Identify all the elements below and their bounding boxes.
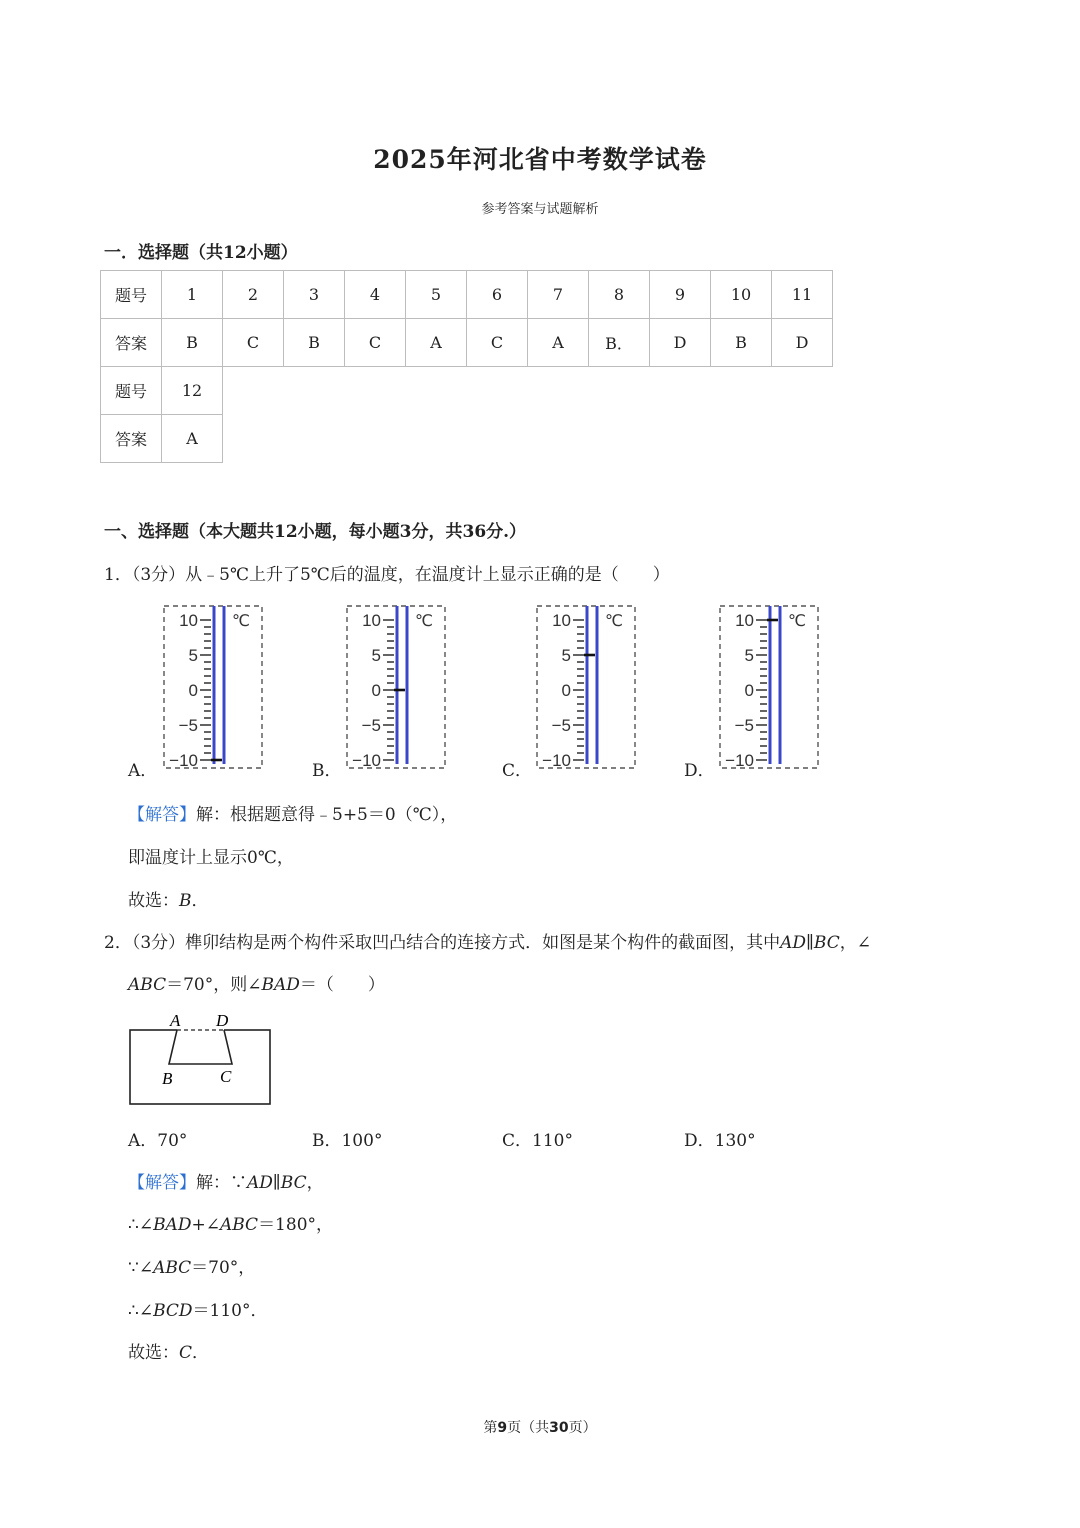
q2-solution-line1	[128, 1168, 324, 1193]
page-footer	[0, 1417, 1080, 1437]
thermometer-c-svg	[533, 604, 638, 772]
table-cell: 5	[406, 271, 467, 319]
solution-tag: 【解答】	[128, 1173, 196, 1193]
table-cell: A	[528, 319, 589, 367]
q2-stem-text: 2．（3分）榫卯结构是两个构件采取凹凸结合的连接方式．如图是某个构件的截面图，其中	[104, 933, 781, 953]
thermometer-a	[160, 604, 265, 772]
thermometer-scale-label: −10	[542, 751, 571, 770]
thermometer-unit: ℃	[232, 611, 250, 630]
q2-option-c: C．110°	[502, 1131, 573, 1151]
label-b: B	[162, 1069, 173, 1088]
thermometer-scale-label: −10	[725, 751, 754, 770]
table-row	[101, 271, 833, 319]
thermometer-scale-label: 5	[188, 646, 198, 665]
label-a: A	[170, 1011, 181, 1030]
sol-text: ∴∠	[128, 1301, 154, 1321]
sol-text: ∵∠	[128, 1258, 154, 1278]
footer-text: 页）	[568, 1420, 597, 1436]
footer-text: 第	[483, 1420, 498, 1436]
sol-text: ＝180°，	[258, 1215, 334, 1235]
choose-prefix: 故选：	[128, 1343, 179, 1363]
thermometer-scale-label: 5	[561, 646, 571, 665]
table-cell: A	[406, 319, 467, 367]
choose-answer: B	[179, 891, 192, 911]
q1-solution-line2: 即温度计上显示0℃，	[128, 848, 294, 868]
table-cell: B	[284, 319, 345, 367]
thermometer-scale-label: −5	[361, 716, 381, 735]
q1-solution-text: 解：根据题意得﹣5+5＝0（℃），	[196, 805, 458, 825]
section2-heading: 一、选择题（本大题共12小题，每小题3分，共36分.）	[104, 522, 527, 542]
sol-text: ，	[306, 1173, 324, 1193]
q1-option-b-label: B．	[312, 761, 342, 781]
table-row	[101, 367, 833, 415]
q2-option-b: B．100°	[312, 1131, 383, 1151]
table-cell: 2	[223, 271, 284, 319]
table-cell: 12	[162, 367, 223, 415]
thermometer-scale-label: 0	[561, 681, 571, 700]
table-cell: B	[162, 319, 223, 367]
q1-option-a-label: A．	[128, 761, 158, 781]
table-cell: 4	[345, 271, 406, 319]
figure-outer-rect	[130, 1030, 270, 1104]
q2-var-abc: ABC	[128, 975, 167, 995]
thermometer-scale-label: 0	[188, 681, 198, 700]
table-row	[101, 415, 833, 463]
q2-stem-text-b: ，∠	[839, 933, 871, 953]
q2-stem-line1	[104, 928, 871, 953]
thermometer-c	[533, 604, 638, 772]
table-row	[101, 319, 833, 367]
table-cell: 3	[284, 271, 345, 319]
sol-var: ABC	[219, 1215, 259, 1235]
q1-option-d-label: D．	[684, 761, 715, 781]
choose-prefix: 故选：	[128, 891, 179, 911]
table-cell: D	[650, 319, 711, 367]
table-header-cell: 答案	[101, 319, 162, 367]
sol-var: ABC	[153, 1258, 192, 1278]
q2-option-d: D．130°	[684, 1131, 756, 1151]
footer-page-number: 9	[497, 1420, 508, 1436]
sol-var: BAD	[153, 1215, 192, 1235]
table-cell: B	[711, 319, 772, 367]
table-header-cell: 答案	[101, 415, 162, 463]
choose-answer: C	[179, 1343, 193, 1363]
thermometer-b	[343, 604, 448, 772]
q2-solution-line3	[128, 1253, 255, 1278]
table-cell: 6	[467, 271, 528, 319]
thermometer-d	[716, 604, 821, 772]
q2-var-ad: AD	[780, 933, 807, 953]
q2-parallel: ∥	[806, 933, 814, 953]
sol-text: ＝110°．	[192, 1301, 268, 1321]
answer-table	[100, 270, 833, 463]
page-title: 2025年河北省中考数学试卷	[373, 145, 707, 174]
q2-choose	[128, 1338, 209, 1363]
thermometer-d-svg	[716, 604, 821, 772]
sol-text: ＝70°，	[191, 1258, 256, 1278]
thermometer-scale-label: 5	[371, 646, 381, 665]
section1-heading: 一．选择题（共12小题）	[104, 243, 298, 263]
table-cell: 7	[528, 271, 589, 319]
thermometer-scale-label: −10	[169, 751, 198, 770]
q2-var-bad: BAD	[261, 975, 300, 995]
thermometer-scale-label: 10	[735, 611, 754, 630]
table-cell: C	[467, 319, 528, 367]
thermometer-scale-label: −5	[178, 716, 198, 735]
figure-trapezoid	[169, 1030, 232, 1064]
q2-solution-line2	[128, 1210, 333, 1235]
choose-suffix: ．	[191, 891, 209, 911]
label-d: D	[216, 1011, 229, 1030]
thermometer-scale-label: 0	[371, 681, 381, 700]
table-empty	[223, 415, 833, 463]
thermometer-unit: ℃	[415, 611, 433, 630]
sol-text: 解：∵	[196, 1173, 247, 1193]
q2-figure	[126, 1008, 276, 1110]
thermometer-a-svg	[160, 604, 265, 772]
q2-stem-text-c: ＝70°，则∠	[166, 975, 262, 995]
q1-stem: 1．（3分）从﹣5℃上升了5℃后的温度，在温度计上显示正确的是（ ）	[104, 565, 670, 585]
thermometer-scale-label: 0	[744, 681, 754, 700]
thermometer-unit: ℃	[788, 611, 806, 630]
thermometer-b-svg	[343, 604, 448, 772]
q1-choose	[128, 886, 209, 911]
table-cell: 1	[162, 271, 223, 319]
table-cell: 9	[650, 271, 711, 319]
table-cell: 8	[589, 271, 650, 319]
table-cell: A	[162, 415, 223, 463]
table-cell: D	[772, 319, 833, 367]
q2-solution-line4	[128, 1296, 267, 1321]
table-cell: 10	[711, 271, 772, 319]
q2-stem-line2	[128, 970, 385, 995]
table-header-cell: 题号	[101, 367, 162, 415]
sol-text: +∠	[191, 1215, 220, 1235]
thermometer-scale-label: 10	[552, 611, 571, 630]
sol-text: ∴∠	[128, 1215, 154, 1235]
thermometer-scale-label: −5	[551, 716, 571, 735]
q2-stem-text-d: ＝（ ）	[299, 975, 385, 995]
thermometer-unit: ℃	[605, 611, 623, 630]
choose-suffix: ．	[192, 1343, 210, 1363]
thermometer-scale-label: 5	[744, 646, 754, 665]
q1-solution-line1	[128, 800, 457, 825]
thermometer-scale-label: 10	[362, 611, 381, 630]
q2-option-a: A．70°	[128, 1131, 188, 1151]
thermometer-scale-label: −5	[734, 716, 754, 735]
page-subtitle: 参考答案与试题解析	[481, 202, 599, 217]
table-empty	[223, 367, 833, 415]
table-cell: 11	[772, 271, 833, 319]
thermometer-scale-label: 10	[179, 611, 198, 630]
sol-var: BCD	[153, 1301, 193, 1321]
footer-text: 页（共	[507, 1420, 550, 1436]
table-cell: B．	[589, 319, 650, 367]
footer-total-pages: 30	[549, 1420, 569, 1436]
q1-option-c-label: C．	[502, 761, 533, 781]
label-c: C	[220, 1067, 232, 1086]
thermometer-scale-label: −10	[352, 751, 381, 770]
table-header-cell: 题号	[101, 271, 162, 319]
table-cell: C	[345, 319, 406, 367]
sol-var: AD∥BC	[247, 1173, 307, 1193]
q2-var-bc: BC	[813, 933, 840, 953]
solution-tag: 【解答】	[128, 805, 196, 825]
table-cell: C	[223, 319, 284, 367]
